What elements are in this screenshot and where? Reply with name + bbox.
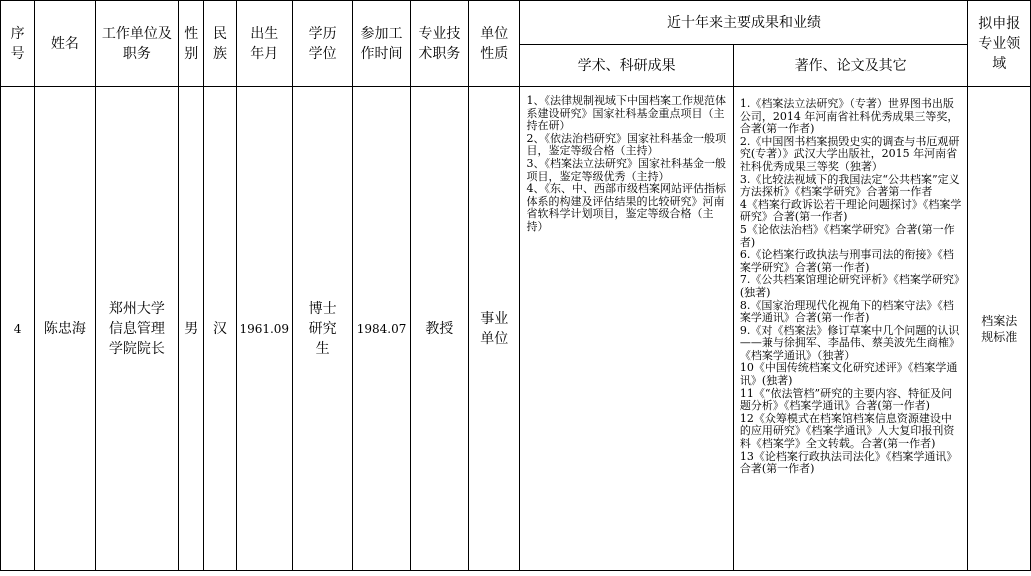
cell-work-start: 1984.07 — [353, 87, 410, 571]
header-work-start: 参加工作时间 — [353, 1, 410, 87]
header-row — [1, 1, 1031, 45]
header-publications: 著作、论文及其它 — [733, 45, 968, 87]
list-item: 2、《依法治档研究》国家社科基金一般项目，鉴定等级合格（主持） — [526, 131, 726, 158]
list-item: 3、《档案法立法研究》国家社科基金一般项目，鉴定等级优秀（主持） — [526, 156, 726, 183]
header-birth: 出生年月 — [236, 1, 292, 87]
cell-ethnicity: 汉 — [204, 87, 236, 571]
header-gender: 性别 — [179, 1, 204, 87]
header-education: 学历学位 — [292, 1, 352, 87]
cell-workplace: 郑州大学信息管理学院院长 — [95, 87, 179, 571]
list-item: 2.《中国图书档案损毁史实的调查与书厄观研究(专著）》武汉大学出版社，2015 年河南省社科优秀成果三等奖（独著） — [739, 134, 960, 173]
list-item: 12《众筹模式在档案馆档案信息资源建设中的应用研究》《档案学通讯》人大复印报刊资料《档案学》全文转载。合著(第一作者) — [739, 411, 955, 451]
cell-birth: 1961.09 — [236, 87, 292, 571]
list-item: 4、《东、中、西部市级档案网站评估指标体系的构建及评估结果的比较研究》河南省软科学计划项目，鉴定等级合格（主持） — [526, 182, 726, 233]
header-ethnicity: 民族 — [204, 1, 236, 87]
cell-gender: 男 — [179, 87, 204, 571]
header-name: 姓名 — [35, 1, 95, 87]
list-item: 5《论依法治档》《档案学研究》合著(第一作者) — [739, 222, 955, 249]
publications-list — [740, 98, 962, 476]
table-row — [1, 87, 1031, 571]
header-workplace: 工作单位及职务 — [95, 1, 179, 87]
list-item: 9.《对《档案法》修订草案中几个问题的认识——兼与徐拥军、李晶伟、蔡美波先生商榷》《档案学通讯》（独著） — [739, 323, 960, 362]
list-item: 11《“依法管档”研究的主要内容、特征及问题分析》《档案学通讯》合著(第一作者) — [739, 386, 953, 413]
list-item: 6.《论档案行政执法与刑事司法的衔接》《档案学研究》合著(第一作者) — [739, 248, 954, 274]
cell-education: 博士研究生 — [292, 87, 352, 571]
header-field: 拟申报专业领域 — [968, 1, 1031, 87]
header-unit-nature: 单位性质 — [469, 1, 520, 87]
list-item: 1、《法律规制视域下中国档案工作规范体系建设研究》国家社科基金重点项目（主持在研） — [526, 94, 726, 133]
list-item: 7.《公共档案馆理论研究评析》《档案学研究》(独著) — [739, 273, 960, 299]
list-item: 13《论档案行政执法司法化》《档案学通讯》合著(第一作者) — [739, 449, 958, 476]
header-achievements: 近十年来主要成果和业绩 — [520, 1, 968, 45]
list-item: 3.《比较法视域下的我国法定“公共档案”定义方法探析》《档案学研究》合著第一作者 — [739, 172, 960, 199]
research-list — [526, 95, 726, 234]
header-research: 学术、科研成果 — [520, 45, 733, 87]
cell-name: 陈忠海 — [35, 87, 95, 571]
list-item: 10《中国传统档案文化研究述评》《档案学通讯》(独著) — [739, 361, 958, 388]
cell-research — [520, 87, 733, 571]
cell-seq: 4 — [1, 87, 35, 571]
list-item: 1.《档案法立法研究》（专著）世界图书出版公司，2014 年河南省社科优秀成果三等奖，合著(第一作者) — [739, 97, 959, 136]
header-title: 专业技术职务 — [410, 1, 468, 87]
header-seq: 序号 — [1, 1, 35, 87]
cell-publications — [733, 87, 968, 571]
cell-field: 档案法规标准 — [968, 87, 1031, 571]
cell-title: 教授 — [410, 87, 468, 571]
cell-unit-nature: 事业单位 — [469, 87, 520, 571]
list-item: 4《档案行政诉讼若干理论问题探讨》《档案学研究》合著(第一作者) — [739, 197, 962, 224]
list-item: 8.《国家治理现代化视角下的档案守法》《档案学通讯》合著(第一作者) — [739, 298, 954, 325]
